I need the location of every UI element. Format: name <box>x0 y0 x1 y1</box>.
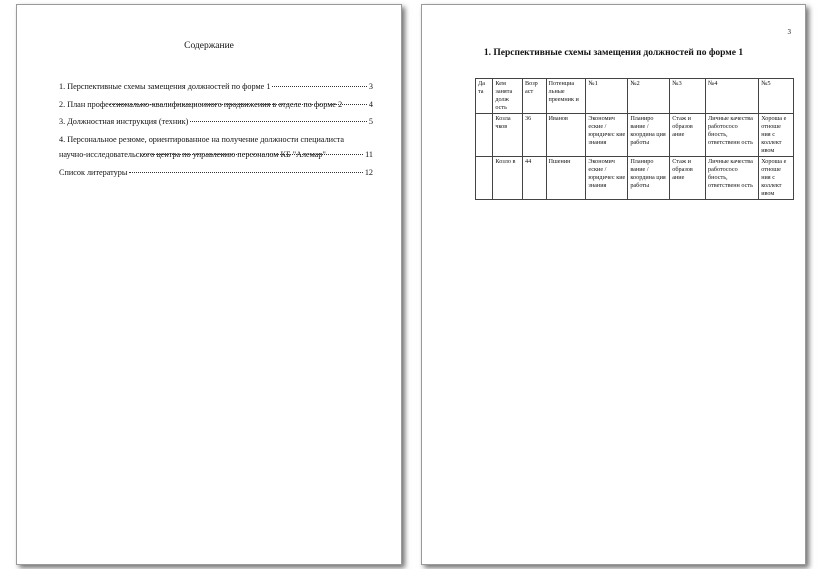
table-cell: Планиро вание / координа ция работы <box>628 157 670 200</box>
toc-entry-page: 3 <box>368 82 373 91</box>
header-cell: Потенциа льные преемник и <box>546 79 586 114</box>
table-cell: Козла чков <box>493 114 523 157</box>
toc-entry-text: 1. Перспективные схемы замещения должностей по форме 1 <box>59 82 271 91</box>
table-cell: Стаж и образов ание <box>670 157 706 200</box>
table-cell: Иванов <box>546 114 586 157</box>
toc-entry-text: 3. Должностная инструкция (техник) <box>59 117 189 126</box>
table-of-contents <box>59 79 373 182</box>
page-1 <box>16 4 402 565</box>
table-cell: Хороша е отноше ния с коллект ивом <box>759 157 794 200</box>
toc-entry-text: 2. План профессионально-квалификационного продвижения в отделе по форме 2 <box>59 99 343 109</box>
table-cell: 36 <box>523 114 547 157</box>
table-cell: Пшенин <box>546 157 586 200</box>
toc-entry-page: 11 <box>365 150 373 159</box>
table-cell: 44 <box>523 157 547 200</box>
header-cell: №4 <box>706 79 759 114</box>
toc-entry-page: 5 <box>368 117 373 126</box>
page-number: 3 <box>787 28 791 36</box>
replacement-table <box>475 78 794 200</box>
table-cell: Планиро вание / координа ция работы <box>628 114 670 157</box>
toc-entry-page: 12 <box>364 167 373 177</box>
toc-entry[interactable] <box>59 97 373 113</box>
toc-entry-page: 4 <box>368 99 373 109</box>
header-cell: Кем занята долж ость <box>493 79 523 114</box>
toc-entry[interactable] <box>59 165 373 181</box>
toc-entry[interactable] <box>59 114 373 130</box>
toc-leader <box>109 104 367 105</box>
toc-entry-text: Список литературы <box>59 167 128 177</box>
header-cell: №1 <box>586 79 628 114</box>
toc-leader <box>190 121 367 122</box>
toc-leader <box>143 154 363 155</box>
table-cell: Экономич еские / юридичес кие знания <box>586 157 628 200</box>
table-cell: Личные качества работососо бность, ответственн ость <box>706 114 759 157</box>
header-cell: №5 <box>759 79 794 114</box>
toc-leader <box>129 172 362 173</box>
table-cell <box>476 157 493 200</box>
table-cell: Стаж и образов ание <box>670 114 706 157</box>
table-row <box>476 157 794 200</box>
section-heading: 1. Перспективные схемы замещения должностей по форме 1 <box>483 48 744 58</box>
toc-leader <box>272 86 366 87</box>
table-cell <box>476 114 493 157</box>
toc-entry-text: 4. Персональное резюме, ориентированное на получение должности специалиста научно-исследовательского центра по управлению персоналом КБ "Алемар" <box>59 134 345 159</box>
header-cell: №2 <box>628 79 670 114</box>
toc-title: Содержание <box>184 41 234 51</box>
header-cell: №3 <box>670 79 706 114</box>
toc-entry[interactable] <box>59 132 373 163</box>
table-cell: Личные качества работососо бность, ответственн ость <box>706 157 759 200</box>
table-cell: Экономич еские / юридичес кие знания <box>586 114 628 157</box>
table-cell: Козло в <box>493 157 523 200</box>
table-cell: Хороша е отноше ния с коллект ивом <box>759 114 794 157</box>
header-cell: Возр аст <box>523 79 547 114</box>
table-header-row <box>476 79 794 114</box>
toc-entry[interactable] <box>59 79 373 95</box>
page-2 <box>421 4 806 565</box>
table-row <box>476 114 794 157</box>
header-cell: Да та <box>476 79 493 114</box>
